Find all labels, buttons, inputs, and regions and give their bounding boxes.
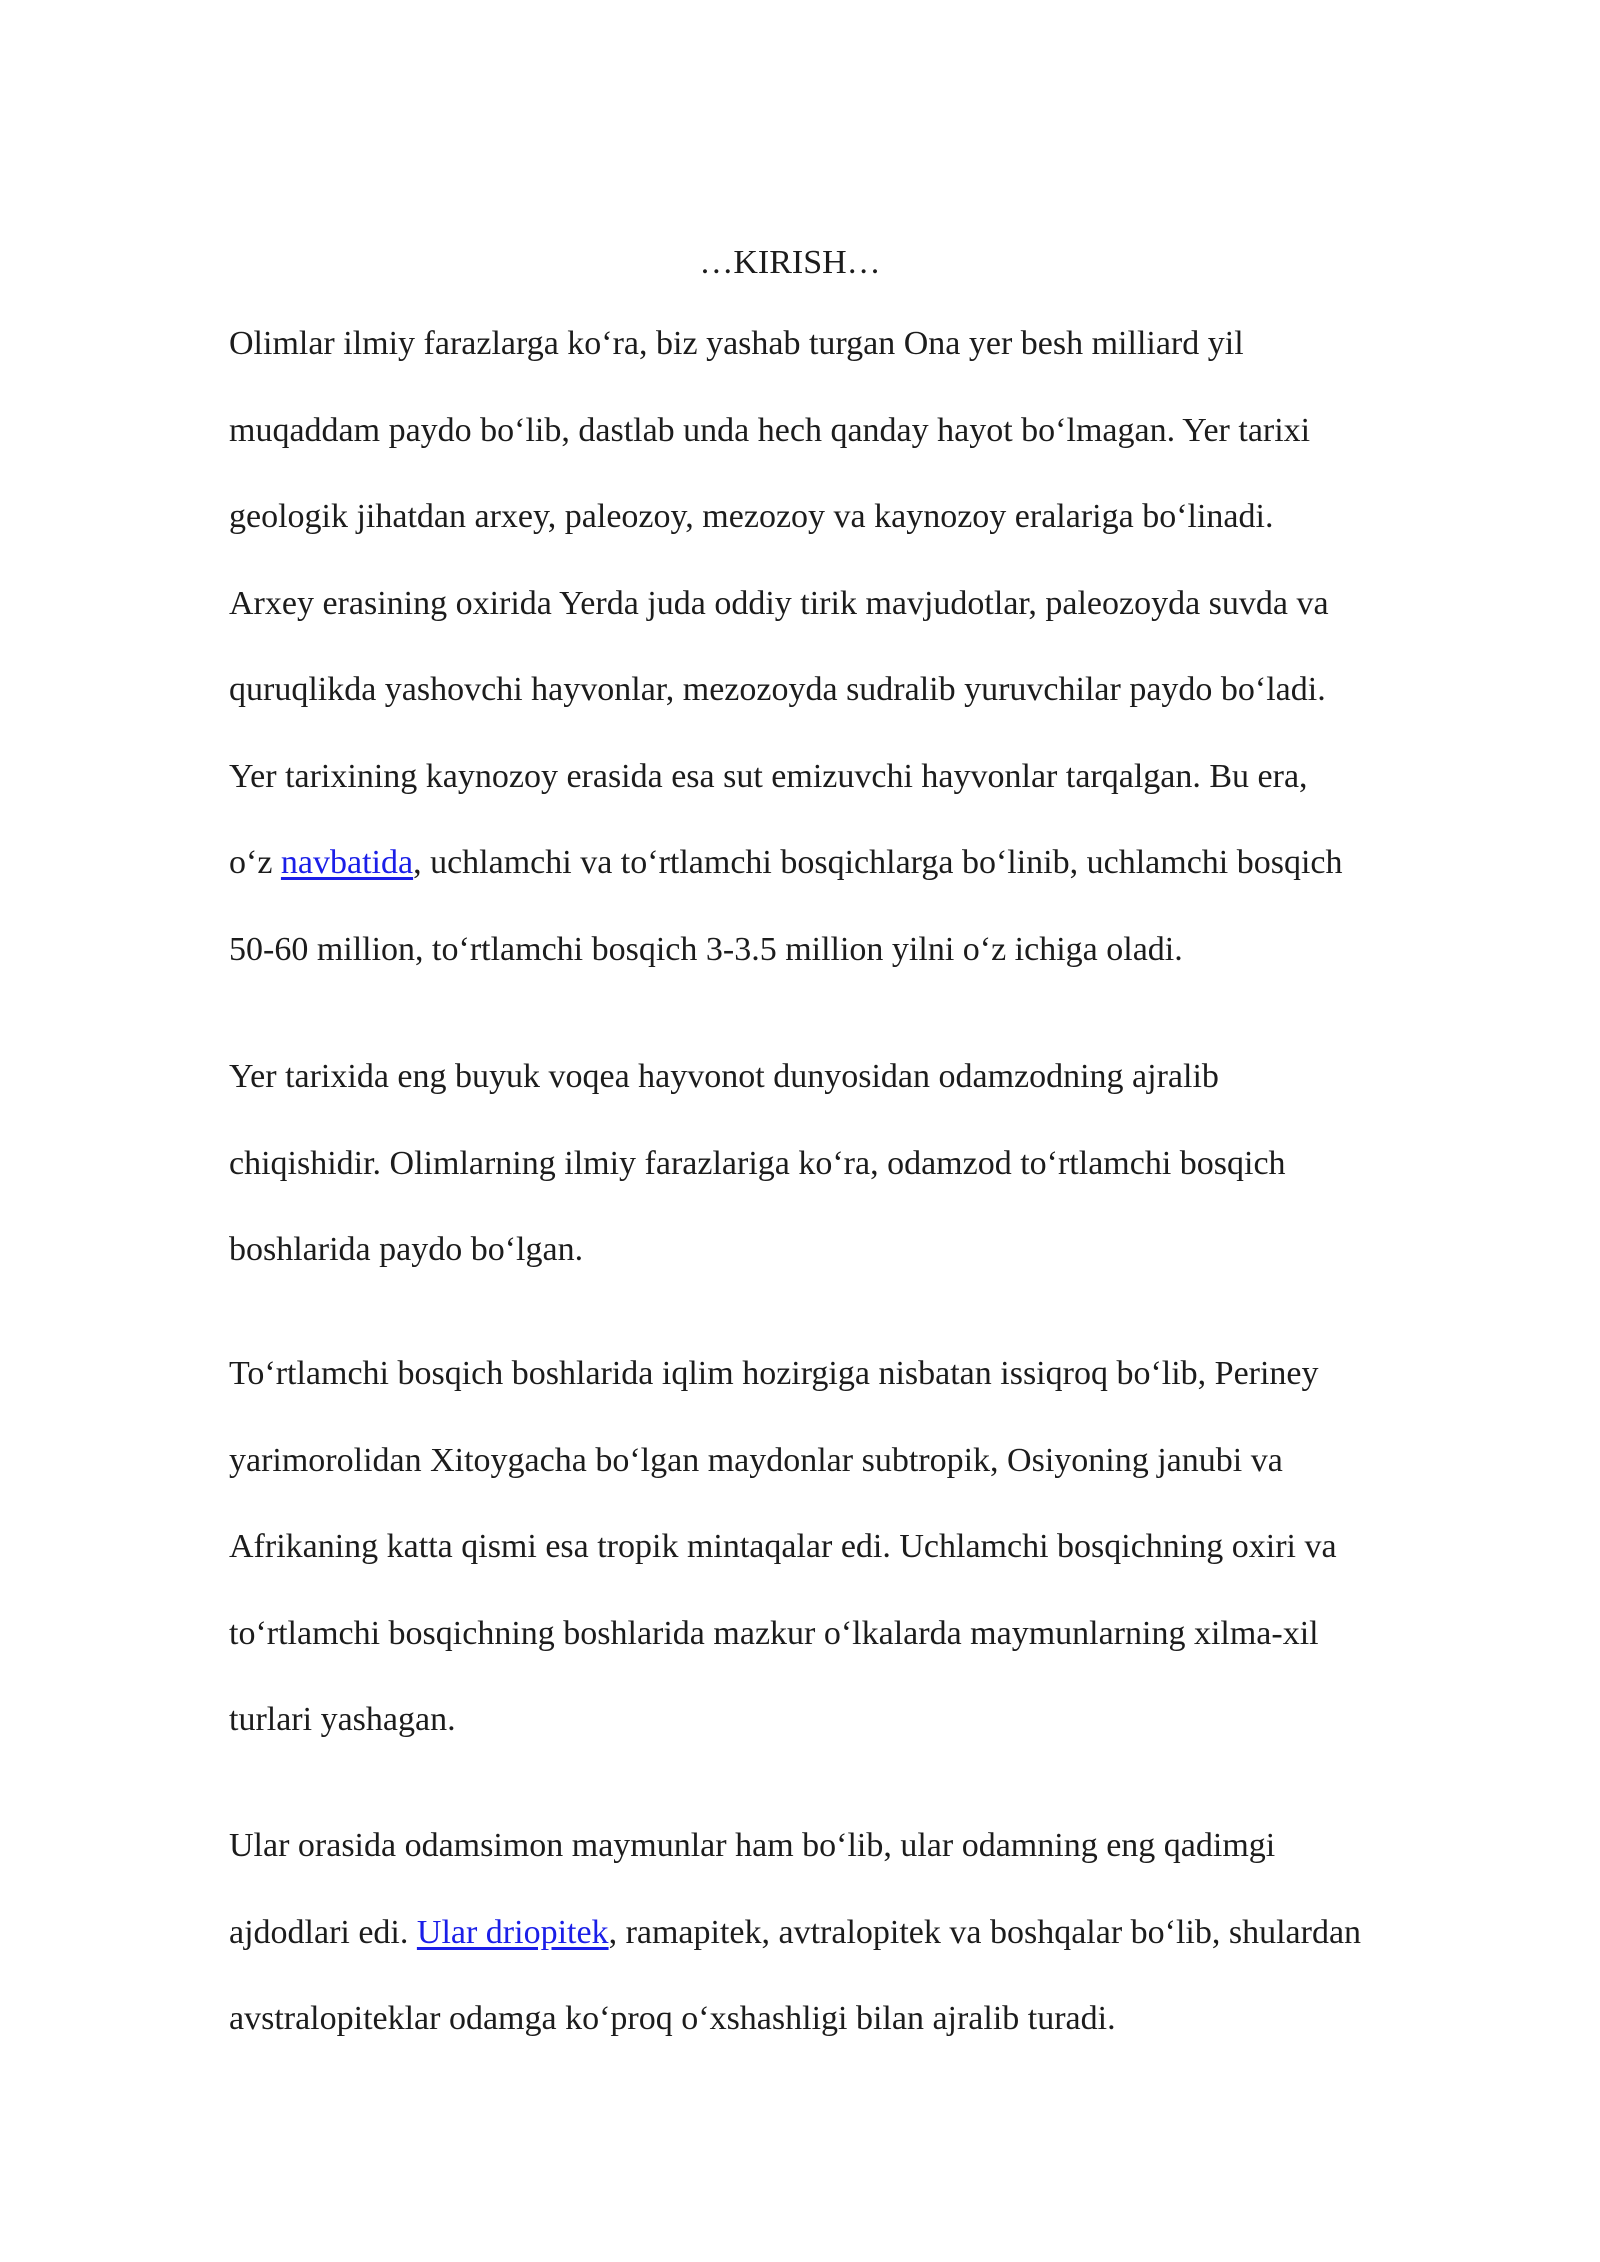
text-segment: , ramapitek, avtralopitek va boshqalar boʻlib, shulardan [608, 1913, 1362, 1951]
paragraph-2 [229, 1034, 1529, 1294]
text-line: muqaddam paydo boʻlib, dastlab unda hech qanday hayot boʻlmagan. Yer tarixi [229, 411, 1311, 449]
paragraph-1 [229, 301, 1529, 993]
text-line: quruqlikda yashovchi hayvonlar, mezozoyda sudralib yuruvchilar paydo boʻladi. [229, 671, 1326, 708]
document-title: …KIRISH… [699, 244, 881, 281]
text-segment: ajdodlari edi. [229, 1913, 417, 1951]
text-line: chiqishidir. Olimlarning ilmiy farazlariga koʻra, odamzod toʻrtlamchi bosqich [229, 1144, 1286, 1182]
text-line: 50-60 million, toʻrtlamchi bosqich 3-3.5 million yilni oʻz ichiga oladi. [229, 930, 1183, 968]
text-line: geologik jihatdan arxey, paleozoy, mezozoy va kaynozoy eralariga boʻlinadi. [229, 498, 1274, 535]
text-line: Toʻrtlamchi bosqich boshlarida iqlim hozirgiga nisbatan issiqroq boʻlib, Periney [229, 1355, 1319, 1392]
text-line-with-link [229, 820, 1529, 907]
text-line: Olimlar ilmiy farazlarga koʻra, biz yashab turgan Ona yer besh milliard yil [229, 325, 1244, 362]
text-line: avstralopiteklar odamga koʻproq oʻxshashligi bilan ajralib turadi. [229, 2000, 1116, 2037]
text-line: yarimorolidan Xitoygacha boʻlgan maydonlar subtropik, Osiyoning janubi va [229, 1441, 1283, 1479]
link-navbatida[interactable]: navbatida [280, 844, 414, 881]
text-line: toʻrtlamchi bosqichning boshlarida mazkur oʻlkalarda maymunlarning xilma-xil [229, 1614, 1319, 1652]
text-line: Arxey erasining oxirida Yerda juda oddiy tirik mavjudotlar, paleozoyda suvda va [229, 584, 1329, 622]
text-segment: , uchlamchi va toʻrtlamchi bosqichlarga boʻlinib, uchlamchi bosqich [413, 844, 1343, 881]
text-line: boshlarida paydo boʻlgan. [229, 1231, 584, 1268]
text-line: Afrikaning katta qismi esa tropik mintaqalar edi. Uchlamchi bosqichning oxiri va [229, 1528, 1337, 1565]
text-line: turlari yashagan. [229, 1701, 456, 1738]
paragraph-4 [229, 1803, 1529, 2063]
text-line-with-link [229, 1890, 1529, 1977]
text-line: Yer tarixida eng buyuk voqea hayvonot dunyosidan odamzodning ajralib [229, 1058, 1219, 1095]
link-ular-driopitek[interactable]: Ular driopitek [416, 1913, 609, 1951]
text-line: Ular orasida odamsimon maymunlar ham boʻlib, ular odamning eng qadimgi [229, 1827, 1276, 1864]
text-line: Yer tarixining kaynozoy erasida esa sut emizuvchi hayvonlar tarqalgan. Bu era, [229, 757, 1308, 795]
paragraph-3 [229, 1331, 1529, 1764]
text-segment: oʻz [229, 844, 281, 881]
